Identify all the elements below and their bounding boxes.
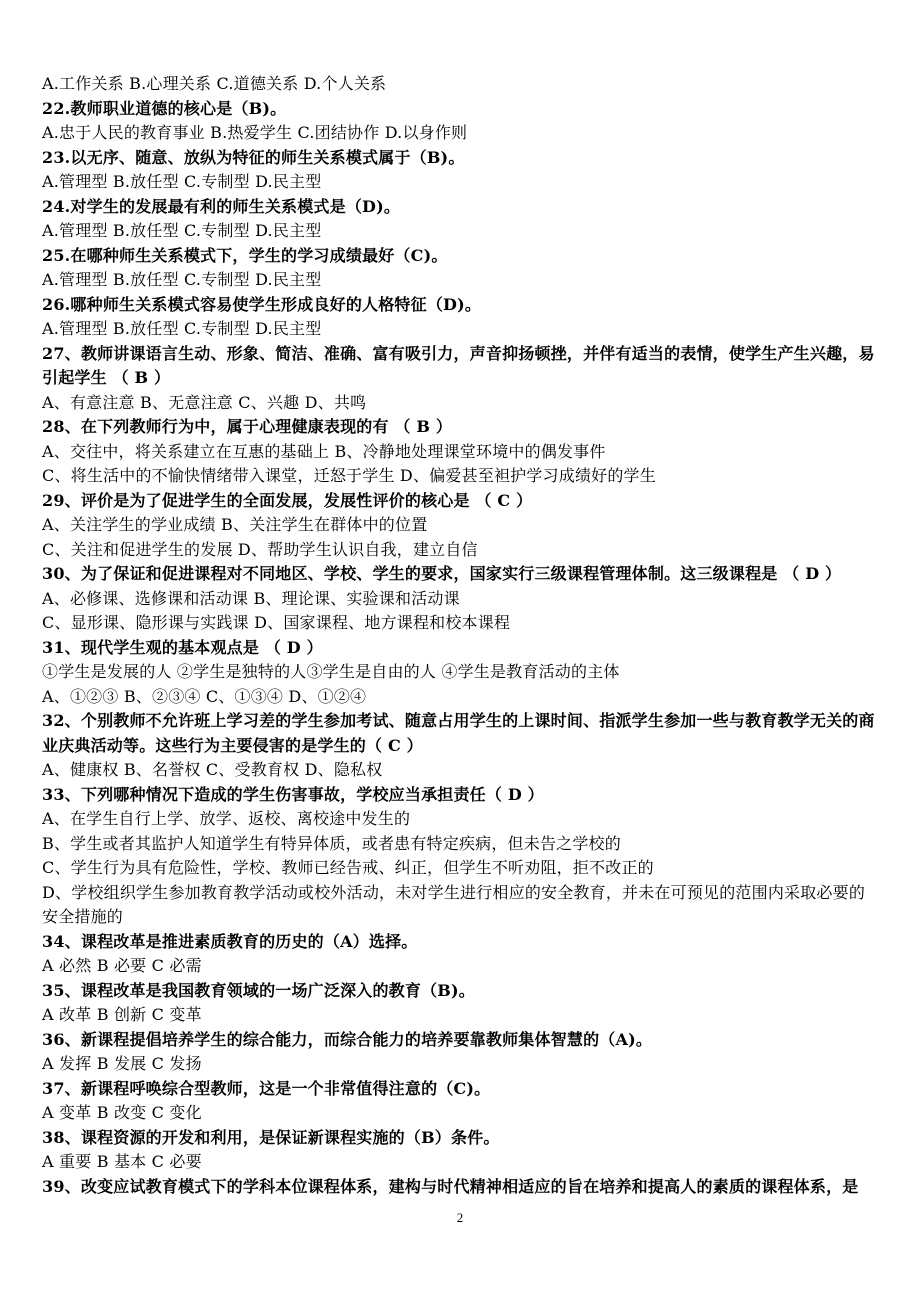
option-text: A、在学生自行上学、放学、返校、离校途中发生的 <box>42 809 411 828</box>
question-text: 23.以无序、随意、放纵为特征的师生关系模式属于（B)。 <box>42 147 465 167</box>
question-list <box>42 72 880 1199</box>
question-text: 32、个别教师不允许班上学习差的学生参加考试、随意占用学生的上课时间、指派学生参加一些与教育教学无关的商业庆典活动等。这些行为主要侵害的是学生的（ C ） <box>42 711 875 755</box>
option-text: C、关注和促进学生的发展 D、帮助学生认识自我，建立自信 <box>42 539 478 559</box>
option-text: A.管理型 B.放任型 C.专制型 D.民主型 <box>42 319 322 338</box>
option-text: D、学校组织学生参加教育教学活动或校外活动，未对学生进行相应的安全教育，并未在可预见的范围内采取必要的安全措施的 <box>42 882 866 926</box>
question-text: 39、改变应试教育模式下的学科本位课程体系，建构与时代精神相适应的旨在培养和提高人的素质的课程体系，是 <box>42 1176 859 1196</box>
option-text: A.工作关系 B.心理关系 C.道德关系 D.个人关系 <box>42 74 387 93</box>
question-text: 38、课程资源的开发和利用，是保证新课程实施的（B）条件。 <box>42 1127 500 1147</box>
question-text: 30、为了保证和促进课程对不同地区、学校、学生的要求，国家实行三级课程管理体制。这三级课程是 （ D ） <box>42 564 842 583</box>
question-text: 28、在下列教师行为中，属于心理健康表现的有 （ B ） <box>42 417 453 436</box>
option-text: ①学生是发展的人 ②学生是独特的人③学生是自由的人 ④学生是教育活动的主体 <box>42 662 620 681</box>
option-text: B、学生或者其监护人知道学生有特异体质，或者患有特定疾病，但未告之学校的 <box>42 833 621 853</box>
option-text: A.管理型 B.放任型 C.专制型 D.民主型 <box>42 270 322 289</box>
question-text: 31、现代学生观的基本观点是 （ D ） <box>42 637 323 657</box>
question-text: 27、教师讲课语言生动、形象、简洁、准确、富有吸引力，声音抑扬顿挫，并伴有适当的表情，使学生产生兴趣，易引起学生 （ B ） <box>42 343 875 387</box>
option-text: A 改革 B 创新 C 变革 <box>42 1005 202 1024</box>
question-text: 35、课程改革是我国教育领域的一场广泛深入的教育（B)。 <box>42 980 475 1000</box>
question-text: 34、课程改革是推进素质教育的历史的（A）选择。 <box>42 931 418 951</box>
option-text: C、显形课、隐形课与实践课 D、国家课程、地方课程和校本课程 <box>42 613 511 632</box>
option-text: A、①②③ B、②③④ C、①③④ D、①②④ <box>42 686 367 706</box>
option-text: C、学生行为具有危险性，学校、教师已经告戒、纠正，但学生不听劝阻，拒不改正的 <box>42 858 654 877</box>
option-text: A.忠于人民的教育事业 B.热爱学生 C.团结协作 D.以身作则 <box>42 123 468 142</box>
page-number: 2 <box>456 1210 464 1225</box>
question-text: 37、新课程呼唤综合型教师，这是一个非常值得注意的（C)。 <box>42 1078 491 1098</box>
option-text: A.管理型 B.放任型 C.专制型 D.民主型 <box>42 221 322 240</box>
option-text: A、必修课、选修课和活动课 B、理论课、实验课和活动课 <box>42 588 460 608</box>
option-text: A、交往中，将关系建立在互惠的基础上 B、冷静地处理课堂环境中的偶发事件 <box>42 441 606 461</box>
option-text: C、将生活中的不愉快情绪带入课堂，迁怒于学生 D、偏爱甚至袒护学习成绩好的学生 <box>42 466 656 485</box>
option-text: A、关注学生的学业成绩 B、关注学生在群体中的位置 <box>42 515 428 534</box>
option-text: A 变革 B 改变 C 变化 <box>42 1103 202 1122</box>
question-text: 22.教师职业道德的核心是（B)。 <box>42 98 287 118</box>
option-text: A 必然 B 必要 C 必需 <box>42 956 202 975</box>
question-text: 26.哪种师生关系模式容易使学生形成良好的人格特征（D)。 <box>42 294 482 314</box>
question-text: 36、新课程提倡培养学生的综合能力，而综合能力的培养要靠教师集体智慧的（A)。 <box>42 1029 653 1049</box>
option-text: A、有意注意 B、无意注意 C、兴趣 D、共鸣 <box>42 392 367 412</box>
question-text: 24.对学生的发展最有利的师生关系模式是（D)。 <box>42 196 401 216</box>
question-text: 33、下列哪种情况下造成的学生伤害事故，学校应当承担责任（ D ） <box>42 784 544 804</box>
option-text: A 重要 B 基本 C 必要 <box>42 1152 202 1171</box>
option-text: A、健康权 B、名誉权 C、受教育权 D、隐私权 <box>42 760 383 779</box>
option-text: A.管理型 B.放任型 C.专制型 D.民主型 <box>42 172 322 191</box>
option-text: A 发挥 B 发展 C 发扬 <box>42 1054 202 1073</box>
question-text: 29、评价是为了促进学生的全面发展，发展性评价的核心是 （ C ） <box>42 490 533 510</box>
question-text: 25.在哪种师生关系模式下，学生的学习成绩最好（C)。 <box>42 245 448 265</box>
